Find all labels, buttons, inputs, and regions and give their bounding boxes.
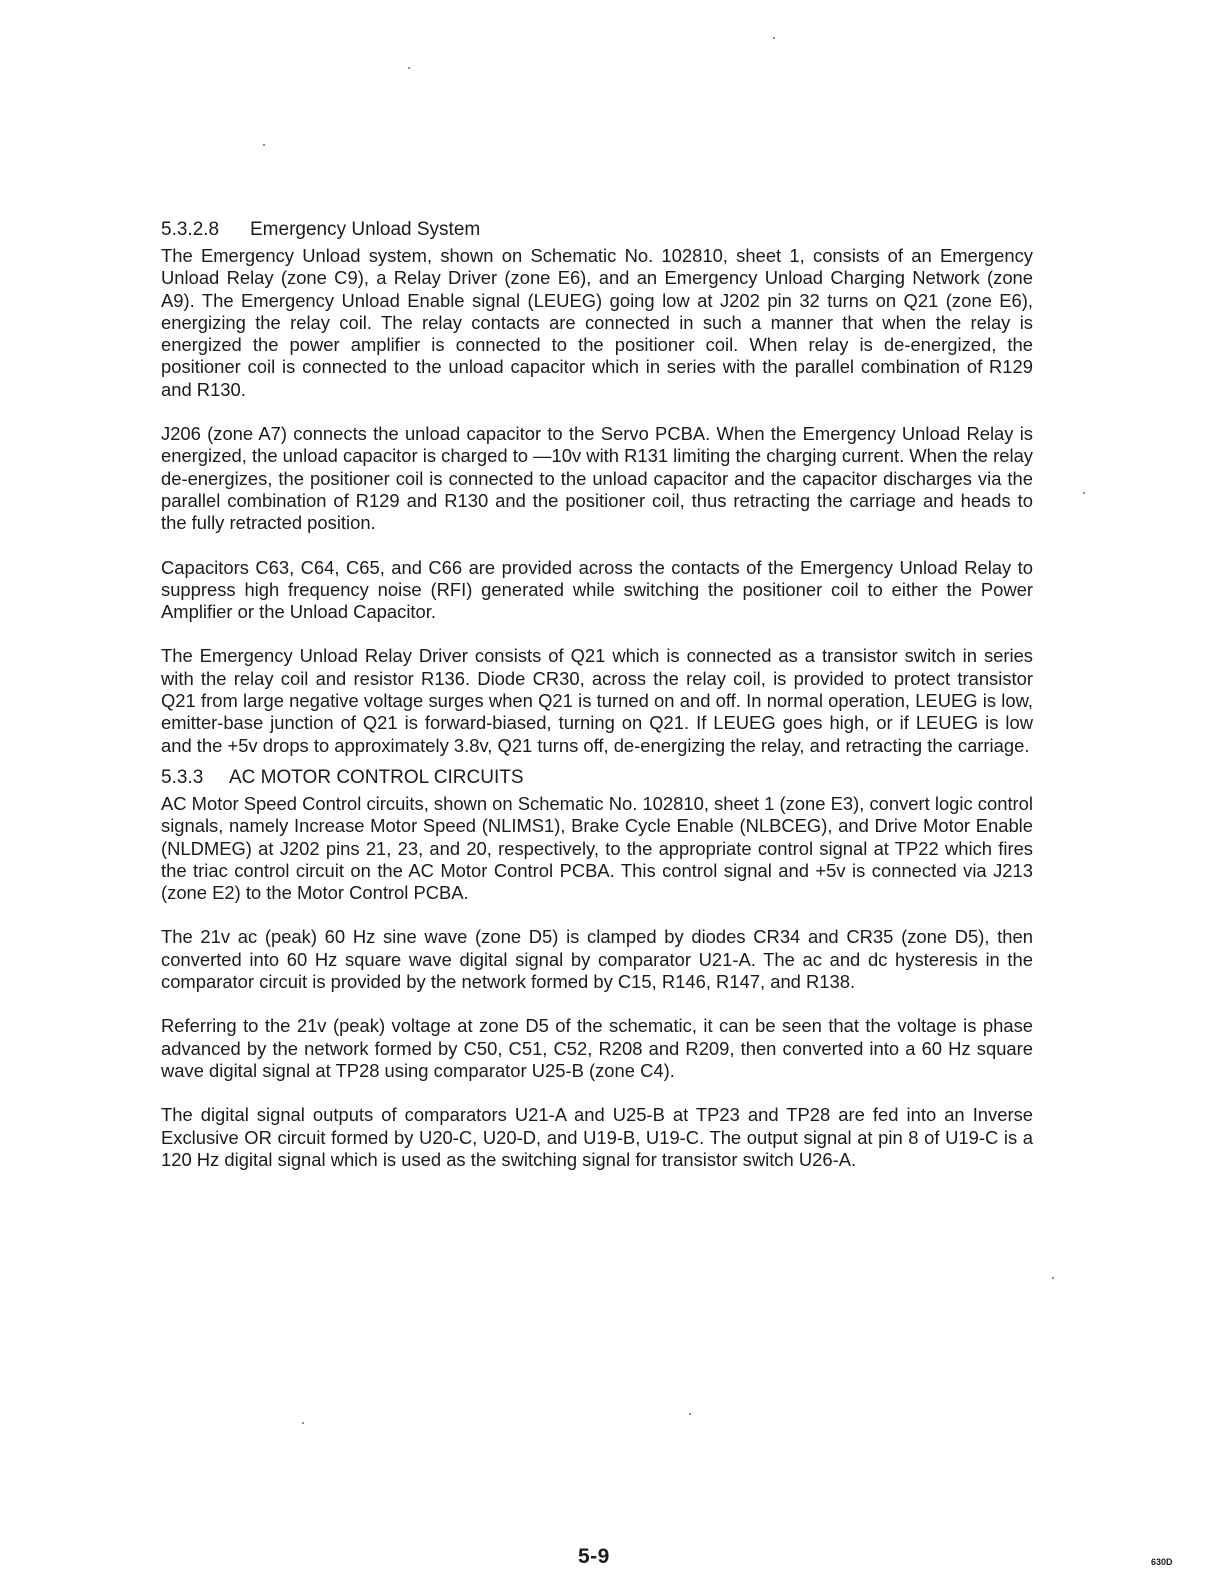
paragraph: J206 (zone A7) connects the unload capacitor to the Servo PCBA. When the Emergency Unload Relay is energized, the unload capacitor is charged to —10v with R131 limiting the charging current. When the relay de-energizes, the positioner coil is connected to the unload capacitor and the capacitor discharges via the parallel combination of R129 and R130 and the positioner coil, thus retracting the carriage and heads to the fully retracted position. xyxy=(161,423,1033,534)
paragraph: Referring to the 21v (peak) voltage at zone D5 of the schematic, it can be seen that the voltage is phase advanced by the network formed by C50, C51, C52, R208 and R209, then converted into a 60 Hz square wave digital signal at TP28 using comparator U25-B (zone C4). xyxy=(161,1015,1033,1081)
scan-speck xyxy=(1052,1277,1054,1279)
section-title: AC MOTOR CONTROL CIRCUITS xyxy=(229,766,524,788)
section-heading-ac-motor-control xyxy=(161,765,1033,791)
section-title: Emergency Unload System xyxy=(250,219,481,240)
paragraph: AC Motor Speed Control circuits, shown on Schematic No. 102810, sheet 1 (zone E3), convert logic control signals, namely Increase Motor Speed (NLIMS1), Brake Cycle Enable (NLBCEG), and Drive Motor Enable (NLDMEG) at J202 pins 21, 23, and 20, respectively, to the appropriate control signal at TP22 which fires the triac control circuit on the AC Motor Control PCBA. This control signal and +5v is connected via J213 (zone E2) to the Motor Control PCBA. xyxy=(161,792,1033,904)
scan-speck xyxy=(263,144,265,146)
scan-speck xyxy=(302,1422,304,1424)
paragraph: The 21v ac (peak) 60 Hz sine wave (zone D5) is clamped by diodes CR34 and CR35 (zone D5), then converted into 60 Hz square wave digital signal by comparator U21-A. The ac and dc hysteresis in the comparator circuit is provided by the network formed by C15, R146, R147, and R138. xyxy=(161,926,1033,993)
paragraph: The Emergency Unload Relay Driver consists of Q21 which is connected as a transistor switch in series with the relay coil and resistor R136. Diode CR30, across the relay coil, is provided to protect transistor Q21 from large negative voltage surges when Q21 is turned on and off. In normal operation, LEUEG is low, emitter-base junction of Q21 is forward-biased, turning on Q21. If LEUEG goes high, or if LEUEG is low and the +5v drops to approximately 3.8v, Q21 turns off, de-energizing the relay, and retracting the carriage. xyxy=(161,645,1033,756)
document-body xyxy=(161,217,1033,1171)
paragraph: The digital signal outputs of comparators U21-A and U25-B at TP23 and TP28 are fed into an Inverse Exclusive OR circuit formed by U20-C, U20-D, and U19-B, U19-C. The output signal at pin 8 of U19-C is a 120 Hz digital signal which is used as the switching signal for transistor switch U26-A. xyxy=(161,1104,1033,1170)
page-number: 5-9 xyxy=(578,1545,610,1568)
section-heading-emergency-unload xyxy=(161,217,1033,243)
scan-speck xyxy=(773,37,775,39)
scan-speck xyxy=(689,1413,691,1415)
scan-speck xyxy=(408,67,410,69)
document-code: 630D xyxy=(1151,1557,1173,1567)
paragraph: Capacitors C63, C64, C65, and C66 are provided across the contacts of the Emergency Unload Relay to suppress high frequency noise (RFI) generated while switching the positioner coil to either the Power Amplifier or the Unload Capacitor. xyxy=(161,556,1033,623)
section-number: 5.3.2.8 xyxy=(161,219,220,240)
section-number: 5.3.3 xyxy=(161,766,204,788)
paragraph: The Emergency Unload system, shown on Schematic No. 102810, sheet 1, consists of an Emergency Unload Relay (zone C9), a Relay Driver (zone E6), and an Emergency Unload Charging Network (zone A9). The Emergency Unload Enable signal (LEUEG) going low at J202 pin 32 turns on Q21 (zone E6), energizing the relay coil. The relay contacts are connected in such a manner that when the relay is energized the power amplifier is connected to the positioner coil. When relay is de-energized, the positioner coil is connected to the unload capacitor which in series with the parallel combination of R129 and R130. xyxy=(161,245,1033,400)
scan-speck xyxy=(1083,492,1085,494)
